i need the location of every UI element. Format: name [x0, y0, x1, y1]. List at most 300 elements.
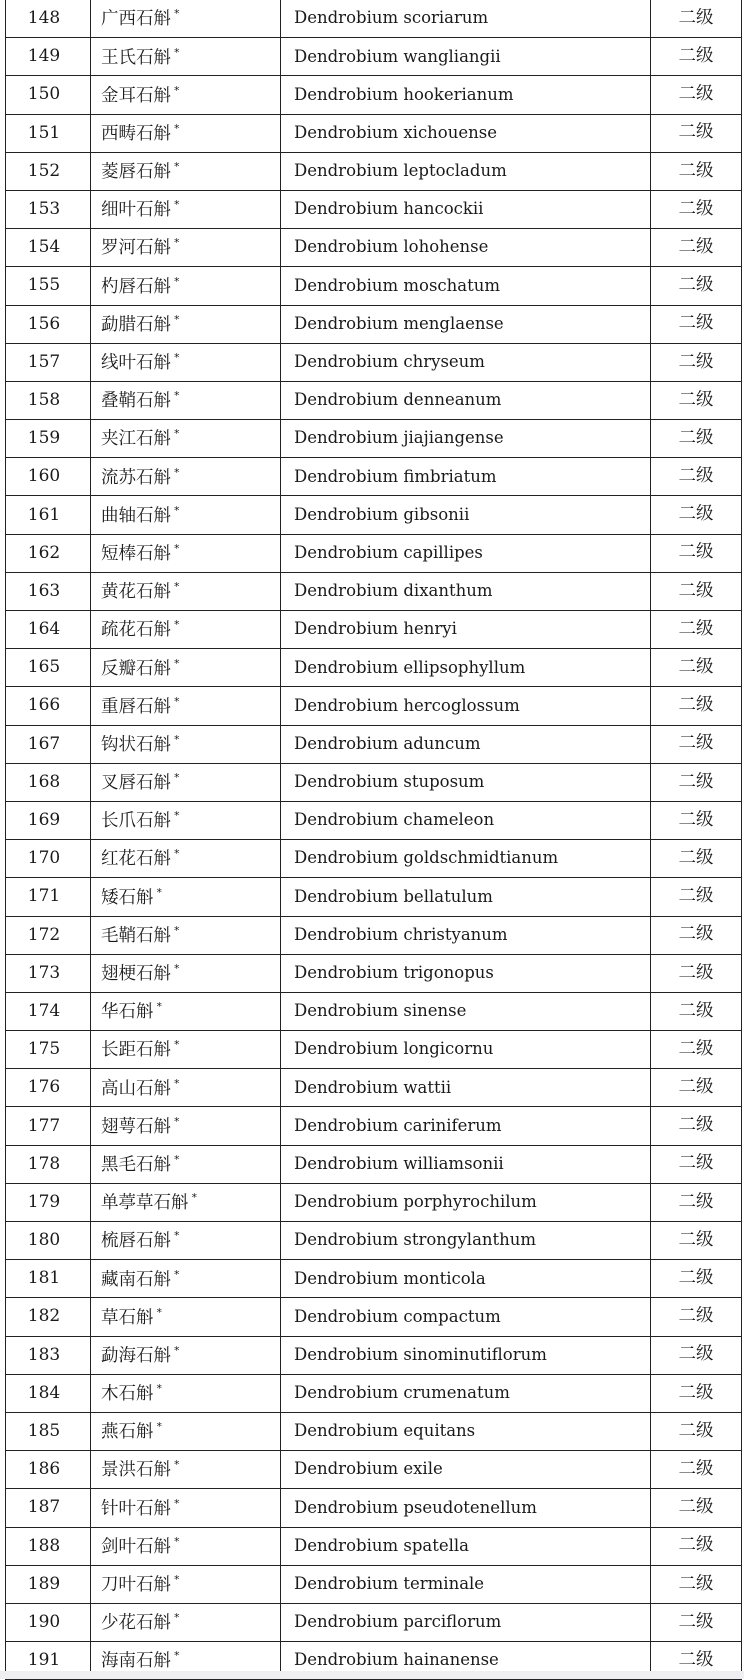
chinese-name-cell [91, 1222, 281, 1260]
row-number-cell: 172 [6, 916, 91, 954]
asterisk-mark: * [174, 351, 180, 365]
asterisk-mark: * [191, 1191, 197, 1205]
asterisk-mark: * [174, 847, 180, 861]
row-number-cell: 158 [6, 381, 91, 419]
chinese-name-text: 流苏石斛 [101, 467, 171, 488]
scientific-name-cell: Dendrobium williamsonii [281, 1145, 651, 1183]
row-number-cell: 183 [6, 1336, 91, 1374]
chinese-name-cell [91, 1183, 281, 1221]
chinese-name-cell [91, 1451, 281, 1489]
row-number-cell: 190 [6, 1603, 91, 1641]
row-number-cell: 178 [6, 1145, 91, 1183]
chinese-name-text: 剑叶石斛 [101, 1536, 171, 1557]
chinese-name-text: 罗河石斛 [101, 238, 171, 259]
table-row [6, 1336, 742, 1374]
chinese-name-cell [91, 76, 281, 114]
chinese-name-cell [91, 572, 281, 610]
table-row [6, 1222, 742, 1260]
asterisk-mark: * [156, 885, 162, 899]
table-row [6, 1527, 742, 1565]
protection-level-cell: 二级 [651, 687, 742, 725]
chinese-name-text: 曲轴石斛 [101, 505, 171, 526]
row-number-cell: 163 [6, 572, 91, 610]
row-number-cell: 165 [6, 649, 91, 687]
protection-level-cell: 二级 [651, 1451, 742, 1489]
chinese-name-cell [91, 0, 281, 38]
table-row [6, 801, 742, 839]
table-row [6, 1603, 742, 1641]
scientific-name-cell: Dendrobium cariniferum [281, 1107, 651, 1145]
row-number-cell: 179 [6, 1183, 91, 1221]
asterisk-mark: * [174, 160, 180, 174]
row-number-cell: 173 [6, 954, 91, 992]
protection-level-cell: 二级 [651, 1336, 742, 1374]
chinese-name-cell [91, 687, 281, 725]
scientific-name-cell: Dendrobium parciflorum [281, 1603, 651, 1641]
protection-level-cell: 二级 [651, 420, 742, 458]
row-number-cell: 185 [6, 1412, 91, 1450]
asterisk-mark: * [156, 1420, 162, 1434]
row-number-cell: 150 [6, 76, 91, 114]
scientific-name-cell: Dendrobium sinominutiflorum [281, 1336, 651, 1374]
scientific-name-cell: Dendrobium chameleon [281, 801, 651, 839]
protection-level-cell: 二级 [651, 305, 742, 343]
chinese-name-cell [91, 1145, 281, 1183]
chinese-name-cell [91, 1527, 281, 1565]
asterisk-mark: * [174, 809, 180, 823]
table-row [6, 420, 742, 458]
row-number-cell: 169 [6, 801, 91, 839]
asterisk-mark: * [174, 1076, 180, 1090]
chinese-name-text: 海南石斛 [101, 1651, 171, 1672]
chinese-name-cell [91, 190, 281, 228]
chinese-name-text: 针叶石斛 [101, 1498, 171, 1519]
protection-level-cell: 二级 [651, 76, 742, 114]
protection-level-cell: 二级 [651, 878, 742, 916]
chinese-name-text: 夹江石斛 [101, 429, 171, 450]
asterisk-mark: * [174, 427, 180, 441]
chinese-name-text: 木石斛 [101, 1384, 154, 1405]
chinese-name-text: 黑毛石斛 [101, 1154, 171, 1175]
asterisk-mark: * [174, 656, 180, 670]
row-number-cell: 186 [6, 1451, 91, 1489]
scientific-name-cell: Dendrobium equitans [281, 1412, 651, 1450]
row-number-cell: 161 [6, 496, 91, 534]
table-row [6, 1451, 742, 1489]
table-row [6, 840, 742, 878]
chinese-name-text: 勐腊石斛 [101, 314, 171, 335]
protection-level-cell: 二级 [651, 1069, 742, 1107]
chinese-name-text: 长距石斛 [101, 1040, 171, 1061]
chinese-name-text: 长爪石斛 [101, 811, 171, 832]
row-number-cell: 162 [6, 534, 91, 572]
chinese-name-cell [91, 114, 281, 152]
asterisk-mark: * [174, 45, 180, 59]
scientific-name-cell: Dendrobium hercoglossum [281, 687, 651, 725]
asterisk-mark: * [174, 1649, 180, 1663]
chinese-name-text: 华石斛 [101, 1002, 154, 1023]
chinese-name-cell [91, 725, 281, 763]
chinese-name-cell [91, 1107, 281, 1145]
protection-level-cell: 二级 [651, 801, 742, 839]
asterisk-mark: * [174, 1152, 180, 1166]
row-number-cell: 182 [6, 1298, 91, 1336]
chinese-name-text: 红花石斛 [101, 849, 171, 870]
chinese-name-cell [91, 801, 281, 839]
table-row [6, 1107, 742, 1145]
chinese-name-cell [91, 1069, 281, 1107]
row-number-cell: 149 [6, 38, 91, 76]
chinese-name-cell [91, 840, 281, 878]
table-row [6, 458, 742, 496]
protection-level-cell: 二级 [651, 190, 742, 228]
chinese-name-text: 景洪石斛 [101, 1460, 171, 1481]
protection-level-cell: 二级 [651, 534, 742, 572]
table-row [6, 1565, 742, 1603]
table-row [6, 267, 742, 305]
chinese-name-text: 叠鞘石斛 [101, 391, 171, 412]
chinese-name-text: 勐海石斛 [101, 1345, 171, 1366]
scientific-name-cell: Dendrobium chryseum [281, 343, 651, 381]
chinese-name-cell [91, 1412, 281, 1450]
protection-level-cell: 二级 [651, 1412, 742, 1450]
row-number-cell: 180 [6, 1222, 91, 1260]
page-bottom-margin [0, 1671, 744, 1679]
asterisk-mark: * [174, 1611, 180, 1625]
table-row [6, 572, 742, 610]
asterisk-mark: * [174, 312, 180, 326]
chinese-name-text: 藏南石斛 [101, 1269, 171, 1290]
asterisk-mark: * [174, 83, 180, 97]
protection-level-cell: 二级 [651, 1260, 742, 1298]
chinese-name-cell [91, 1298, 281, 1336]
row-number-cell: 160 [6, 458, 91, 496]
scientific-name-cell: Dendrobium henryi [281, 611, 651, 649]
scientific-name-cell: Dendrobium crumenatum [281, 1374, 651, 1412]
table-row [6, 152, 742, 190]
protection-level-cell: 二级 [651, 1145, 742, 1183]
chinese-name-text: 重唇石斛 [101, 696, 171, 717]
asterisk-mark: * [174, 121, 180, 135]
asterisk-mark: * [174, 1573, 180, 1587]
protection-level-cell: 二级 [651, 611, 742, 649]
protection-level-cell: 二级 [651, 1183, 742, 1221]
scientific-name-cell: Dendrobium sinense [281, 992, 651, 1030]
scientific-name-cell: Dendrobium capillipes [281, 534, 651, 572]
table-row [6, 38, 742, 76]
chinese-name-cell [91, 878, 281, 916]
row-number-cell: 171 [6, 878, 91, 916]
table-row [6, 1489, 742, 1527]
row-number-cell: 167 [6, 725, 91, 763]
table-row [6, 878, 742, 916]
row-number-cell: 157 [6, 343, 91, 381]
chinese-name-text: 反瓣石斛 [101, 658, 171, 679]
table-row [6, 687, 742, 725]
row-number-cell: 187 [6, 1489, 91, 1527]
chinese-name-cell [91, 420, 281, 458]
chinese-name-text: 西畴石斛 [101, 123, 171, 144]
table-row [6, 190, 742, 228]
row-number-cell: 191 [6, 1642, 91, 1680]
asterisk-mark: * [174, 236, 180, 250]
chinese-name-text: 单葶草石斛 [101, 1193, 189, 1214]
asterisk-mark: * [174, 694, 180, 708]
scientific-name-cell: Dendrobium dixanthum [281, 572, 651, 610]
scientific-name-cell: Dendrobium terminale [281, 1565, 651, 1603]
chinese-name-cell [91, 381, 281, 419]
protection-level-cell: 二级 [651, 1527, 742, 1565]
asterisk-mark: * [174, 198, 180, 212]
chinese-name-cell [91, 343, 281, 381]
scientific-name-cell: Dendrobium aduncum [281, 725, 651, 763]
chinese-name-text: 少花石斛 [101, 1613, 171, 1634]
asterisk-mark: * [174, 274, 180, 288]
scientific-name-cell: Dendrobium scoriarum [281, 0, 651, 38]
asterisk-mark: * [174, 1229, 180, 1243]
table-row [6, 534, 742, 572]
asterisk-mark: * [156, 1382, 162, 1396]
chinese-name-cell [91, 1031, 281, 1069]
protection-level-cell: 二级 [651, 496, 742, 534]
chinese-name-cell [91, 992, 281, 1030]
asterisk-mark: * [174, 1267, 180, 1281]
asterisk-mark: * [156, 1000, 162, 1014]
protection-level-cell: 二级 [651, 381, 742, 419]
protection-level-cell: 二级 [651, 1642, 742, 1680]
asterisk-mark: * [174, 1458, 180, 1472]
chinese-name-cell [91, 38, 281, 76]
table-row [6, 1298, 742, 1336]
chinese-name-text: 王氏石斛 [101, 47, 171, 68]
row-number-cell: 152 [6, 152, 91, 190]
chinese-name-text: 疏花石斛 [101, 620, 171, 641]
asterisk-mark: * [174, 618, 180, 632]
table-row [6, 725, 742, 763]
chinese-name-cell [91, 305, 281, 343]
chinese-name-text: 翅梗石斛 [101, 964, 171, 985]
scientific-name-cell: Dendrobium moschatum [281, 267, 651, 305]
row-number-cell: 177 [6, 1107, 91, 1145]
asterisk-mark: * [174, 732, 180, 746]
table-row [6, 1260, 742, 1298]
row-number-cell: 151 [6, 114, 91, 152]
row-number-cell: 155 [6, 267, 91, 305]
scientific-name-cell: Dendrobium spatella [281, 1527, 651, 1565]
protection-level-cell: 二级 [651, 572, 742, 610]
chinese-name-cell [91, 458, 281, 496]
asterisk-mark: * [156, 1305, 162, 1319]
chinese-name-text: 草石斛 [101, 1307, 154, 1328]
scientific-name-cell: Dendrobium menglaense [281, 305, 651, 343]
chinese-name-cell [91, 1489, 281, 1527]
table-row [6, 992, 742, 1030]
scientific-name-cell: Dendrobium christyanum [281, 916, 651, 954]
asterisk-mark: * [174, 503, 180, 517]
scientific-name-cell: Dendrobium hookerianum [281, 76, 651, 114]
table-row [6, 916, 742, 954]
table-body [6, 0, 742, 1680]
asterisk-mark: * [174, 389, 180, 403]
chinese-name-text: 矮石斛 [101, 887, 154, 908]
protection-level-cell: 二级 [651, 1298, 742, 1336]
protection-level-cell: 二级 [651, 114, 742, 152]
protection-level-cell: 二级 [651, 343, 742, 381]
row-number-cell: 168 [6, 763, 91, 801]
chinese-name-text: 叉唇石斛 [101, 773, 171, 794]
protection-level-cell: 二级 [651, 840, 742, 878]
scientific-name-cell: Dendrobium porphyrochilum [281, 1183, 651, 1221]
row-number-cell: 154 [6, 229, 91, 267]
asterisk-mark: * [174, 962, 180, 976]
protection-level-cell: 二级 [651, 1222, 742, 1260]
scientific-name-cell: Dendrobium wangliangii [281, 38, 651, 76]
chinese-name-cell [91, 534, 281, 572]
row-number-cell: 153 [6, 190, 91, 228]
table-row [6, 1069, 742, 1107]
table-row [6, 229, 742, 267]
asterisk-mark: * [174, 580, 180, 594]
table-row [6, 343, 742, 381]
chinese-name-text: 金耳石斛 [101, 85, 171, 106]
row-number-cell: 166 [6, 687, 91, 725]
chinese-name-text: 线叶石斛 [101, 353, 171, 374]
scientific-name-cell: Dendrobium monticola [281, 1260, 651, 1298]
scientific-name-cell: Dendrobium bellatulum [281, 878, 651, 916]
row-number-cell: 175 [6, 1031, 91, 1069]
chinese-name-cell [91, 954, 281, 992]
asterisk-mark: * [174, 923, 180, 937]
table-row [6, 76, 742, 114]
table-row [6, 1031, 742, 1069]
chinese-name-text: 梳唇石斛 [101, 1231, 171, 1252]
row-number-cell: 176 [6, 1069, 91, 1107]
scientific-name-cell: Dendrobium longicornu [281, 1031, 651, 1069]
scientific-name-cell: Dendrobium wattii [281, 1069, 651, 1107]
chinese-name-cell [91, 1565, 281, 1603]
scientific-name-cell: Dendrobium xichouense [281, 114, 651, 152]
protection-level-cell: 二级 [651, 458, 742, 496]
chinese-name-cell [91, 496, 281, 534]
chinese-name-text: 燕石斛 [101, 1422, 154, 1443]
table-row [6, 649, 742, 687]
asterisk-mark: * [174, 541, 180, 555]
scientific-name-cell: Dendrobium trigonopus [281, 954, 651, 992]
row-number-cell: 170 [6, 840, 91, 878]
scientific-name-cell: Dendrobium jiajiangense [281, 420, 651, 458]
protection-level-cell: 二级 [651, 1107, 742, 1145]
row-number-cell: 188 [6, 1527, 91, 1565]
scientific-name-cell: Dendrobium gibsonii [281, 496, 651, 534]
protection-level-cell: 二级 [651, 992, 742, 1030]
protection-level-cell: 二级 [651, 152, 742, 190]
protection-level-cell: 二级 [651, 267, 742, 305]
protection-level-cell: 二级 [651, 1489, 742, 1527]
chinese-name-text: 毛鞘石斛 [101, 925, 171, 946]
table-row [6, 305, 742, 343]
table-row [6, 1183, 742, 1221]
protection-level-cell: 二级 [651, 1603, 742, 1641]
table-row [6, 114, 742, 152]
chinese-name-cell [91, 763, 281, 801]
protection-level-cell: 二级 [651, 725, 742, 763]
scientific-name-cell: Dendrobium ellipsophyllum [281, 649, 651, 687]
table-row [6, 381, 742, 419]
row-number-cell: 181 [6, 1260, 91, 1298]
scientific-name-cell: Dendrobium pseudotenellum [281, 1489, 651, 1527]
chinese-name-cell [91, 611, 281, 649]
chinese-name-text: 细叶石斛 [101, 200, 171, 221]
scientific-name-cell: Dendrobium lohohense [281, 229, 651, 267]
protection-level-cell: 二级 [651, 916, 742, 954]
chinese-name-cell [91, 1260, 281, 1298]
chinese-name-text: 翅萼石斛 [101, 1116, 171, 1137]
chinese-name-cell [91, 1603, 281, 1641]
chinese-name-text: 刀叶石斛 [101, 1575, 171, 1596]
table-row [6, 1412, 742, 1450]
scientific-name-cell: Dendrobium fimbriatum [281, 458, 651, 496]
chinese-name-text: 钩状石斛 [101, 734, 171, 755]
scientific-name-cell: Dendrobium hainanense [281, 1642, 651, 1680]
table-row [6, 0, 742, 38]
row-number-cell: 184 [6, 1374, 91, 1412]
scientific-name-cell: Dendrobium denneanum [281, 381, 651, 419]
table-row [6, 496, 742, 534]
protection-level-cell: 二级 [651, 1031, 742, 1069]
table-row [6, 763, 742, 801]
chinese-name-cell [91, 649, 281, 687]
scientific-name-cell: Dendrobium hancockii [281, 190, 651, 228]
chinese-name-cell [91, 1374, 281, 1412]
protection-level-cell: 二级 [651, 1374, 742, 1412]
protection-level-cell: 二级 [651, 229, 742, 267]
scientific-name-cell: Dendrobium stuposum [281, 763, 651, 801]
table-row [6, 611, 742, 649]
asterisk-mark: * [174, 771, 180, 785]
chinese-name-cell [91, 916, 281, 954]
chinese-name-text: 黄花石斛 [101, 582, 171, 603]
table-row [6, 1145, 742, 1183]
asterisk-mark: * [174, 1038, 180, 1052]
table-row [6, 954, 742, 992]
chinese-name-cell [91, 1336, 281, 1374]
row-number-cell: 148 [6, 0, 91, 38]
chinese-name-cell [91, 152, 281, 190]
chinese-name-text: 杓唇石斛 [101, 276, 171, 297]
asterisk-mark: * [174, 1534, 180, 1548]
protection-level-cell: 二级 [651, 649, 742, 687]
chinese-name-text: 菱唇石斛 [101, 162, 171, 183]
asterisk-mark: * [174, 1343, 180, 1357]
scientific-name-cell: Dendrobium strongylanthum [281, 1222, 651, 1260]
row-number-cell: 189 [6, 1565, 91, 1603]
species-protection-table [5, 0, 742, 1680]
asterisk-mark: * [174, 1114, 180, 1128]
chinese-name-cell [91, 229, 281, 267]
chinese-name-cell [91, 267, 281, 305]
table-row [6, 1374, 742, 1412]
chinese-name-text: 广西石斛 [101, 9, 171, 30]
scientific-name-cell: Dendrobium leptocladum [281, 152, 651, 190]
protection-level-cell: 二级 [651, 763, 742, 801]
protection-level-cell: 二级 [651, 954, 742, 992]
asterisk-mark: * [174, 1496, 180, 1510]
asterisk-mark: * [174, 7, 180, 21]
protection-level-cell: 二级 [651, 1565, 742, 1603]
scientific-name-cell: Dendrobium exile [281, 1451, 651, 1489]
chinese-name-text: 高山石斛 [101, 1078, 171, 1099]
scientific-name-cell: Dendrobium compactum [281, 1298, 651, 1336]
